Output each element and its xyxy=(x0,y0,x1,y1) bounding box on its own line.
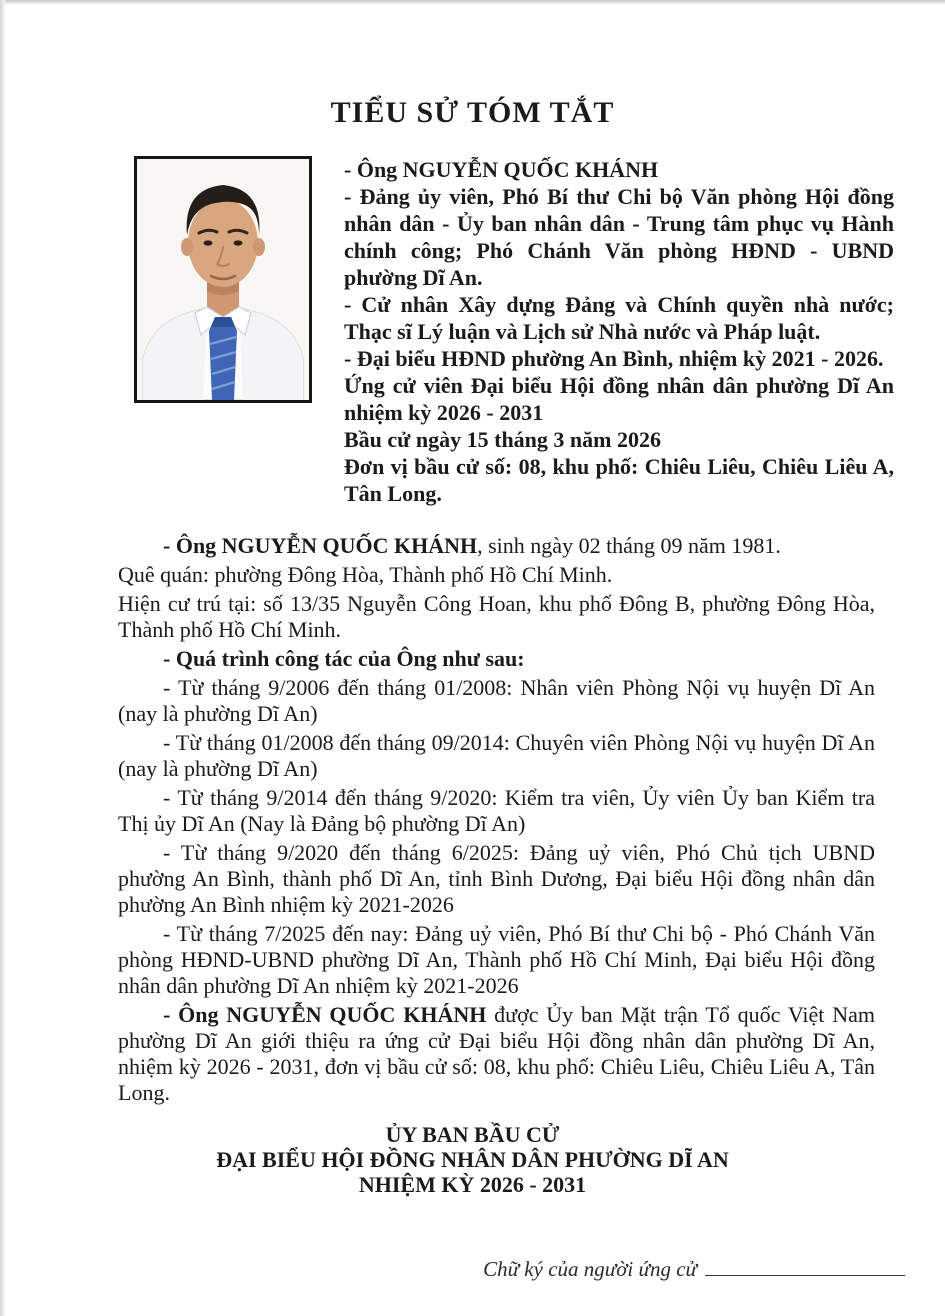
profile-summary xyxy=(344,156,894,507)
signature-line xyxy=(705,1254,905,1276)
career-item: - Từ tháng 7/2025 đến nay: Đảng uỷ viên, Phó Bí thư Chi bộ - Phó Chánh Văn phòng HĐND-UBND phường Dĩ An, Thành phố Hồ Chí Minh, Đại biểu Hội đồng nhân dân phường Dĩ An nhiệm kỳ 2021-2026 xyxy=(118,921,875,998)
candidate-name: - Ông NGUYỄN QUỐC KHÁNH xyxy=(163,1002,487,1027)
nomination-line xyxy=(118,1002,875,1106)
election-committee-footer xyxy=(0,1122,945,1197)
residence-line: Hiện cư trú tại: số 13/35 Nguyễn Công Hoan, khu phố Đông B, phường Đông Hòa, Thành phố Hồ Chí Minh. xyxy=(118,591,875,642)
profile-line-candidate: Ứng cử viên Đại biểu Hội đồng nhân dân phường Dĩ An nhiệm kỳ 2026 - 2031 xyxy=(344,373,894,425)
signature-area xyxy=(483,1254,905,1282)
profile-line-name: - Ông NGUYỄN QUỐC KHÁNH xyxy=(344,157,659,182)
nomination-detail: được Ủy ban Mặt trận Tổ quốc Việt Nam phường Dĩ An giới thiệu ra ứng cử Đại biểu Hội đồng nhân dân phường Dĩ An, nhiệm kỳ 2026 - 2031, đơn vị bầu cử số: 08, khu phố: Chiêu Liêu, Chiêu Liêu A, Tân Long. xyxy=(118,1002,875,1105)
portrait-photo xyxy=(134,156,312,403)
signature-label: Chữ ký của người ứng cử xyxy=(483,1257,697,1281)
footer-line-committee: ỦY BAN BẦU CỬ xyxy=(385,1122,560,1147)
scan-edge-left xyxy=(0,0,5,1316)
profile-line-position: - Đảng ủy viên, Phó Bí thư Chi bộ Văn phòng Hội đồng nhân dân - Ủy ban nhân dân - Trung tâm phục vụ Hành chính công; Phó Chánh Văn phòng HĐND - UBND phường Dĩ An. xyxy=(344,184,894,290)
profile-line-education: - Cử nhân Xây dựng Đảng và Chính quyền nhà nước; Thạc sĩ Lý luận và Lịch sử Nhà nước và Pháp luật. xyxy=(344,292,894,344)
birth-detail: , sinh ngày 02 tháng 09 năm 1981. xyxy=(477,533,781,558)
header-section xyxy=(134,156,945,507)
career-item: - Từ tháng 9/2006 đến tháng 01/2008: Nhân viên Phòng Nội vụ huyện Dĩ An (nay là phường Dĩ An) xyxy=(118,675,875,726)
profile-line-election-date: Bầu cử ngày 15 tháng 3 năm 2026 xyxy=(344,427,661,452)
footer-line-council: ĐẠI BIỂU HỘI ĐỒNG NHÂN DÂN PHƯỜNG DĨ AN xyxy=(216,1147,729,1172)
career-item: - Từ tháng 01/2008 đến tháng 09/2014: Chuyên viên Phòng Nội vụ huyện Dĩ An (nay là phường Dĩ An) xyxy=(118,730,875,781)
birth-line xyxy=(118,533,875,559)
profile-line-election-unit: Đơn vị bầu cử số: 08, khu phố: Chiêu Liêu, Chiêu Liêu A, Tân Long. xyxy=(344,454,894,506)
page-title: TIỂU SỬ TÓM TẮT xyxy=(330,96,615,129)
portrait-illustration xyxy=(137,159,309,400)
scan-edge-top xyxy=(0,0,945,4)
biography-body xyxy=(118,533,875,1106)
profile-line-delegate: - Đại biểu HĐND phường An Bình, nhiệm kỳ 2021 - 2026. xyxy=(344,346,884,371)
career-item: - Từ tháng 9/2020 đến tháng 6/2025: Đảng uỷ viên, Phó Chủ tịch UBND phường An Bình, thành phố Dĩ An, tỉnh Bình Dương, Đại biểu Hội đồng nhân dân phường An Bình nhiệm kỳ 2021-2026 xyxy=(118,840,875,917)
candidate-name: - Ông NGUYỄN QUỐC KHÁNH xyxy=(163,533,478,558)
hometown-line: Quê quán: phường Đông Hòa, Thành phố Hồ Chí Minh. xyxy=(118,562,613,587)
footer-line-term: NHIỆM KỲ 2026 - 2031 xyxy=(358,1172,587,1197)
career-heading: - Quá trình công tác của Ông như sau: xyxy=(163,646,525,671)
career-item: - Từ tháng 9/2014 đến tháng 9/2020: Kiểm tra viên, Ủy viên Ủy ban Kiểm tra Thị ủy Dĩ An (Nay là Đảng bộ phường Dĩ An) xyxy=(118,785,875,836)
